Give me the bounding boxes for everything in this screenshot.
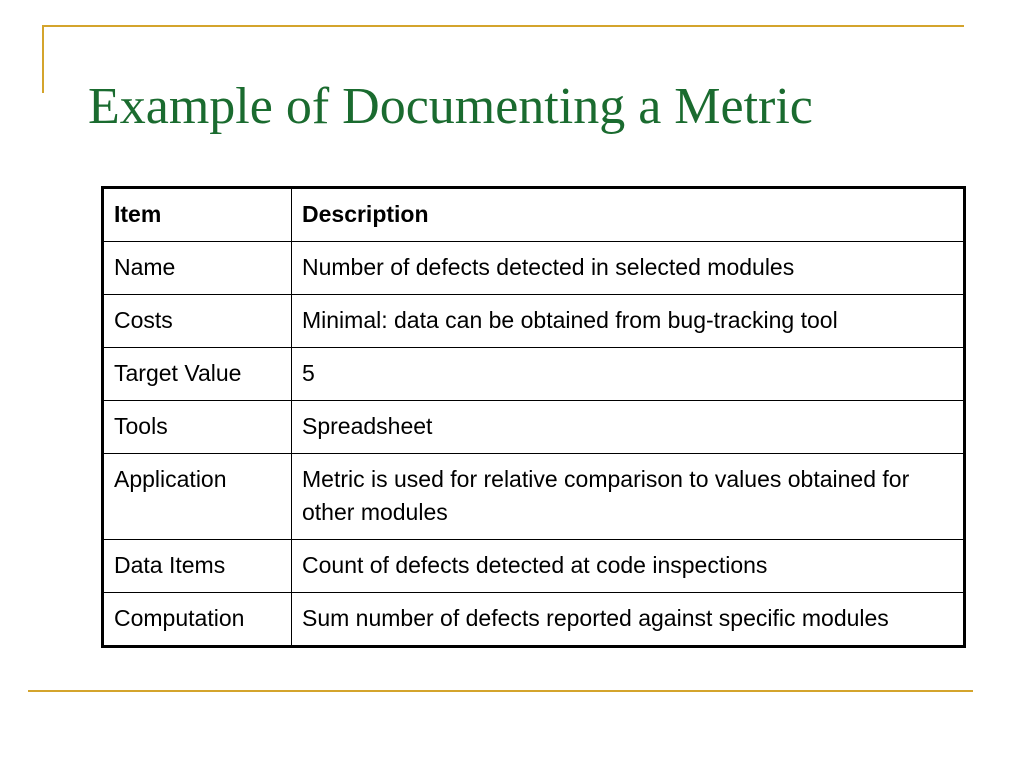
- row-description: Sum number of defects reported against specific modules: [292, 593, 965, 647]
- row-item: Target Value: [103, 348, 292, 401]
- row-item: Data Items: [103, 540, 292, 593]
- table-row: [103, 593, 965, 647]
- table-header-row: [103, 188, 965, 242]
- row-description: Number of defects detected in selected modules: [292, 242, 965, 295]
- row-item: Tools: [103, 401, 292, 454]
- row-item: Application: [103, 454, 292, 540]
- row-description: 5: [292, 348, 965, 401]
- header-item: Item: [103, 188, 292, 242]
- table-row: [103, 454, 965, 540]
- row-item: Costs: [103, 295, 292, 348]
- row-description: Spreadsheet: [292, 401, 965, 454]
- table-row: [103, 295, 965, 348]
- header-description: Description: [292, 188, 965, 242]
- row-description: Metric is used for relative comparison to values obtained for other modules: [292, 454, 965, 540]
- table-row: [103, 401, 965, 454]
- row-item: Computation: [103, 593, 292, 647]
- left-accent-line: [42, 25, 44, 93]
- table-row: [103, 348, 965, 401]
- row-description: Count of defects detected at code inspections: [292, 540, 965, 593]
- metric-table: [101, 186, 966, 648]
- slide-title: Example of Documenting a Metric: [88, 78, 813, 135]
- table-row: [103, 540, 965, 593]
- top-accent-line: [42, 25, 964, 27]
- row-description: Minimal: data can be obtained from bug-tracking tool: [292, 295, 965, 348]
- bottom-accent-line: [28, 690, 973, 692]
- table-row: [103, 242, 965, 295]
- row-item: Name: [103, 242, 292, 295]
